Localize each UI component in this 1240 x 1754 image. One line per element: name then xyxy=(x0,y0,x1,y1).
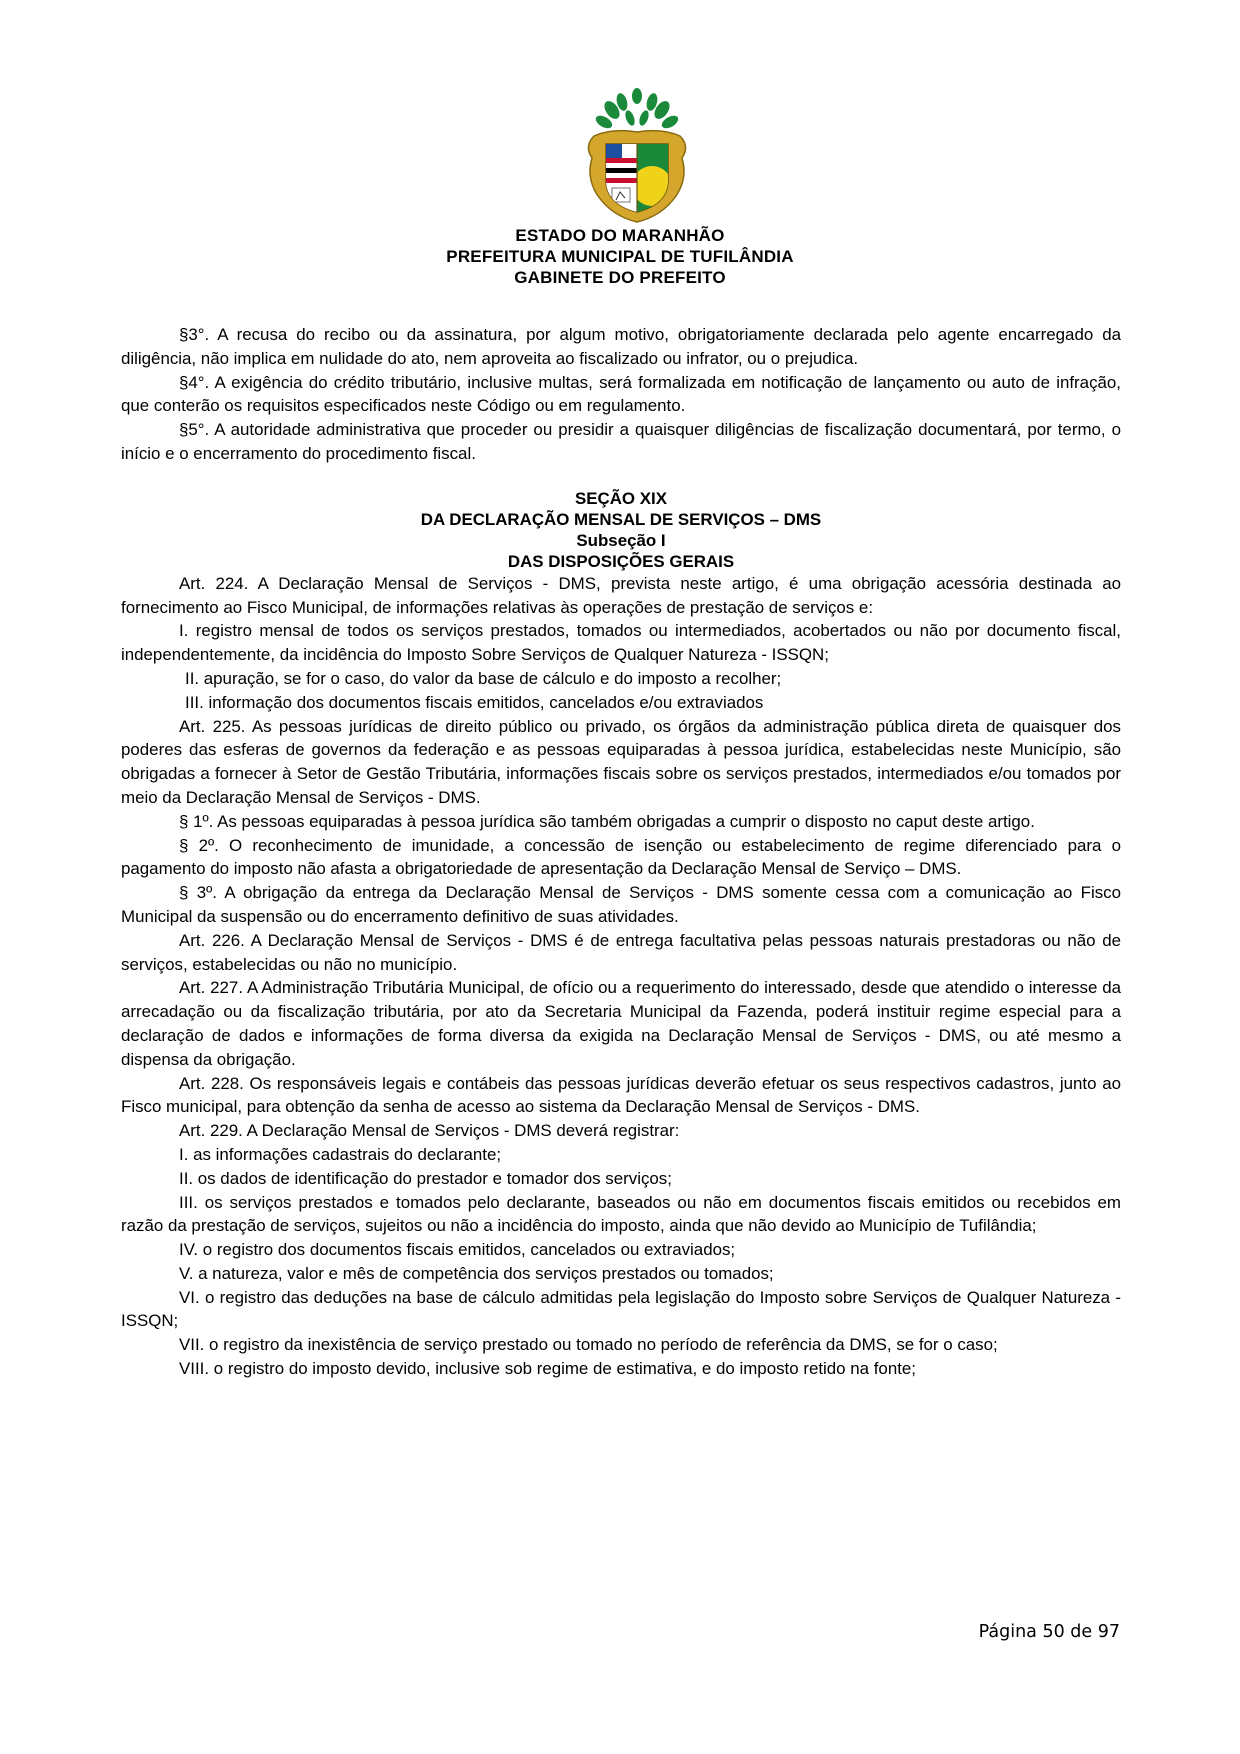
coat-of-arms-icon xyxy=(582,88,692,228)
article-item: III. os serviços prestados e tomados pelo declarante, baseados ou não em documentos fiscais emitidos ou recebidos em razão da prestação de serviços, sujeitos ou não a incidência do imposto, ainda que não devido ao Município de Tufilândia; xyxy=(121,1192,1121,1236)
section-subtitle: DA DECLARAÇÃO MENSAL DE SERVIÇOS – DMS xyxy=(420,509,822,529)
document-body xyxy=(121,323,1121,1381)
article-paragraph: Art. 226. A Declaração Mensal de Serviços - DMS é de entrega facultativa pelas pessoas naturais prestadoras ou não de serviços, estabelecidas ou não no município. xyxy=(121,930,1121,974)
article-paragraph: § 2º. O reconhecimento de imunidade, a concessão de isenção ou estabelecimento de regime diferenciado para o pagamento do imposto não afasta a obrigatoriedade de apresentação da Declaração Mensal de Serviço – DMS. xyxy=(121,835,1121,879)
subsection-title: DAS DISPOSIÇÕES GERAIS xyxy=(507,551,735,571)
article-item: VIII. o registro do imposto devido, inclusive sob regime de estimativa, e do imposto retido na fonte; xyxy=(179,1359,917,1379)
article-item: II. os dados de identificação do prestador e tomador dos serviços; xyxy=(179,1168,672,1188)
page-number: Página 50 de 97 xyxy=(978,1622,1120,1642)
article-item: III. informação dos documentos fiscais emitidos, cancelados e/ou extraviados xyxy=(185,692,764,712)
article-paragraph: Art. 224. A Declaração Mensal de Serviços - DMS, prevista neste artigo, é uma obrigação acessória destinada ao fornecimento ao Fisco Municipal, de informações relativas às operações de prestação de serviços e: xyxy=(121,573,1121,617)
paragraph: §5°. A autoridade administrativa que proceder ou presidir a quaisquer diligências de fiscalização documentará, por termo, o início e o encerramento do procedimento fiscal. xyxy=(121,420,1121,463)
article-paragraph: Art. 229. A Declaração Mensal de Serviços - DMS deverá registrar: xyxy=(179,1121,680,1141)
article-item: VII. o registro da inexistência de serviço prestado ou tomado no período de referência da DMS, se for o caso; xyxy=(179,1335,998,1355)
subsection-label: Subseção I xyxy=(576,530,666,550)
article-item: IV. o registro dos documentos fiscais emitidos, cancelados ou extraviados; xyxy=(179,1240,736,1260)
paragraph: §4°. A exigência do crédito tributário, inclusive multas, será formalizada em notificação de lançamento ou auto de infração, que conterão os requisitos especificados neste Código ou em regulamento. xyxy=(121,372,1121,416)
article-paragraph: § 1º. As pessoas equiparadas à pessoa jurídica são também obrigadas a cumprir o disposto no caput deste artigo. xyxy=(179,811,1035,831)
article-paragraph: Art. 228. Os responsáveis legais e contábeis das pessoas jurídicas deverão efetuar os seus respectivos cadastros, junto ao Fisco municipal, para obtenção da senha de acesso ao sistema da Declaração Mensal de Serviços - DMS. xyxy=(121,1073,1121,1117)
section-title: SEÇÃO XIX xyxy=(575,488,667,508)
article-paragraph: § 3º. A obrigação da entrega da Declaração Mensal de Serviços - DMS somente cessa com a comunicação ao Fisco Municipal da suspensão ou do encerramento definitivo de suas atividades. xyxy=(121,883,1121,926)
article-item: VI. o registro das deduções na base de cálculo admitidas pela legislação do Imposto sobre Serviços de Qualquer Natureza - ISSQN; xyxy=(121,1287,1121,1331)
article-item: I. as informações cadastrais do declarante; xyxy=(179,1144,502,1164)
letterhead xyxy=(0,225,1240,288)
office-name: GABINETE DO PREFEITO xyxy=(514,268,726,287)
article-paragraph: Art. 227. A Administração Tributária Municipal, de ofício ou a requerimento do interessado, desde que atendido o interesse da arrecadação ou da fiscalização tributária, por ato da Secretaria Municipal da Fazenda, poderá instituir regime especial para a declaração de dados e informações de forma diversa da exigida na Declaração Mensal de Serviços - DMS, ou até mesmo a dispensa da obrigação. xyxy=(121,978,1121,1069)
article-item: II. apuração, se for o caso, do valor da base de cálculo e do imposto a recolher; xyxy=(185,668,782,688)
article-paragraph: Art. 225. As pessoas jurídicas de direito público ou privado, os órgãos da administração pública direta de quaisquer dos poderes das esferas de governos da federação e as pessoas equiparadas à pessoa jurídica, estabelecidas neste Município, são obrigadas a fornecer à Setor de Gestão Tributária, informações fiscais sobre os serviços prestados, intermediados e/ou tomados por meio da Declaração Mensal de Serviços - DMS. xyxy=(121,716,1121,807)
state-name: ESTADO DO MARANHÃO xyxy=(515,226,725,245)
city-hall-name: PREFEITURA MUNICIPAL DE TUFILÂNDIA xyxy=(446,247,794,266)
article-item: I. registro mensal de todos os serviços prestados, tomados ou intermediados, acobertados ou não por documento fiscal, independentemente, da incidência do Imposto Sobre Serviços de Qualquer Natureza - ISSQN; xyxy=(121,621,1121,665)
article-item: V. a natureza, valor e mês de competência dos serviços prestados ou tomados; xyxy=(179,1263,774,1283)
paragraph: §3°. A recusa do recibo ou da assinatura, por algum motivo, obrigatoriamente declarada pelo agente encarregado da diligência, não implica em nulidade do ato, nem aproveita ao fiscalizado ou infrator, ou o prejudica. xyxy=(121,325,1121,368)
